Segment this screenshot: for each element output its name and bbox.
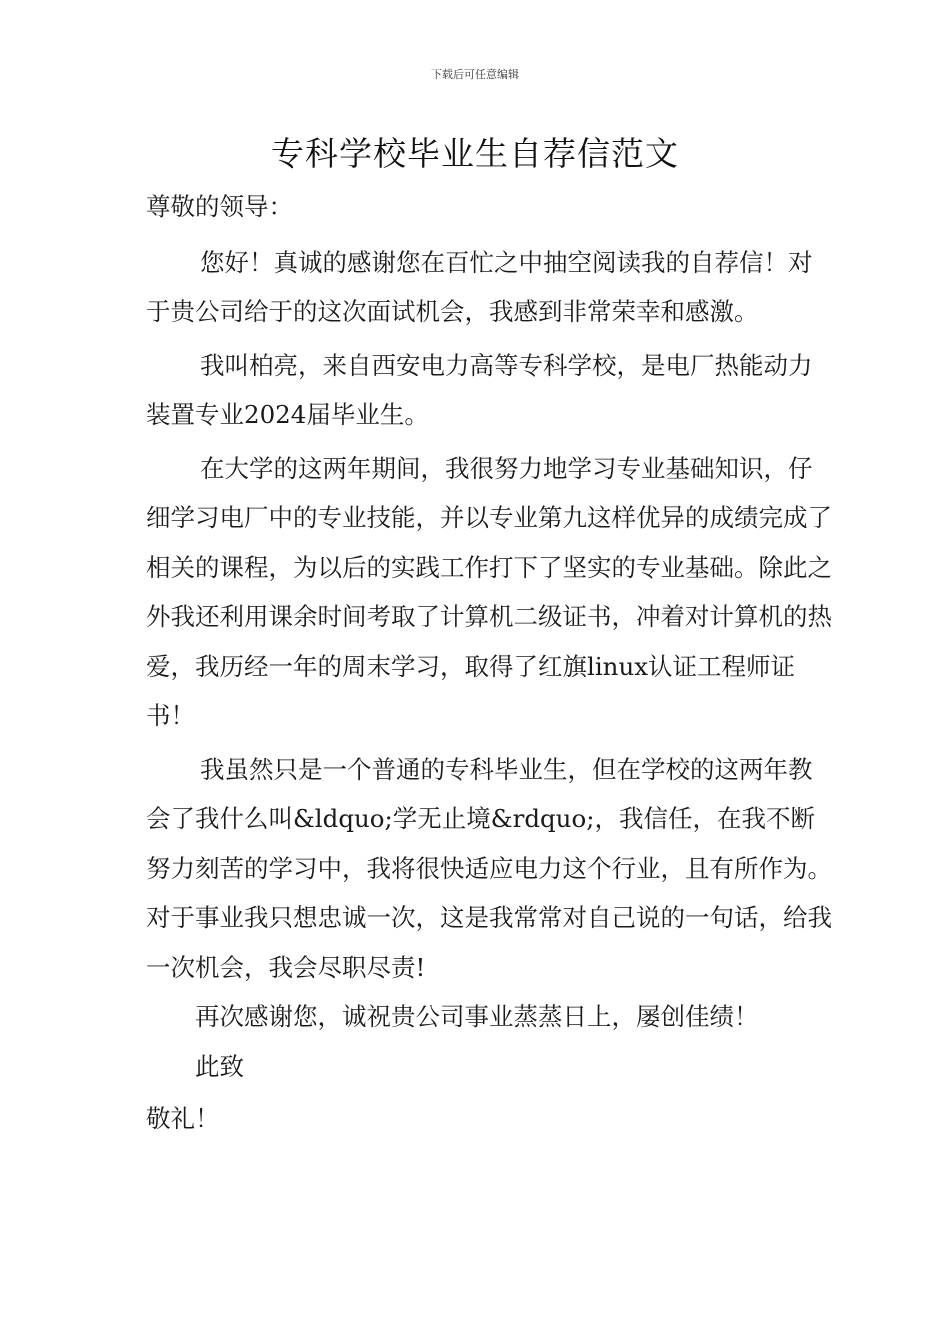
header-note: 下载后可任意编辑 (431, 68, 519, 81)
paragraph-greeting: 您好！真诚的感谢您在百忙之中抽空阅读我的自荐信！对于贵公司给于的这次面试机会，我感到非常荣幸和感激。 (146, 247, 813, 326)
document-title: 专科学校毕业生自荐信范文 (271, 134, 679, 173)
closing-regards: 敬礼！ (146, 1104, 220, 1133)
salutation: 尊敬的领导： (146, 192, 293, 221)
paragraph-thanks: 再次感谢您，诚祝贵公司事业蒸蒸日上，屡创佳绩！ (195, 1002, 759, 1031)
closing-phrase: 此致 (195, 1051, 244, 1081)
paragraph-commitment: 我虽然只是一个普通的专科毕业生，但在学校的这两年教会了我什么叫&ldquo;学无止境&rdquo;，我信任，在我不断努力刻苦的学习中，我将很快适应电力这个行业，且有所作为。对于事业我只想忠诚一次，这是我常常对自己说的一句话，给我一次机会，我会尽职尽责! (146, 754, 832, 982)
paragraph-introduction: 我叫柏亮，来自西安电力高等专科学校，是电厂热能动力装置专业2024届毕业生。 (146, 350, 813, 429)
paragraph-studies: 在大学的这两年期间，我很努力地学习专业基础知识，仔细学习电厂中的专业技能，并以专业第九这样优异的成绩完成了相关的课程，为以后的实践工作打下了坚实的专业基础。除此之外我还利用课余时间考取了计算机二级证书，冲着对计算机的热爱，我历经一年的周末学习，取得了红旗linux认证工程师证书！ (146, 453, 832, 730)
letter-body (146, 182, 836, 1144)
